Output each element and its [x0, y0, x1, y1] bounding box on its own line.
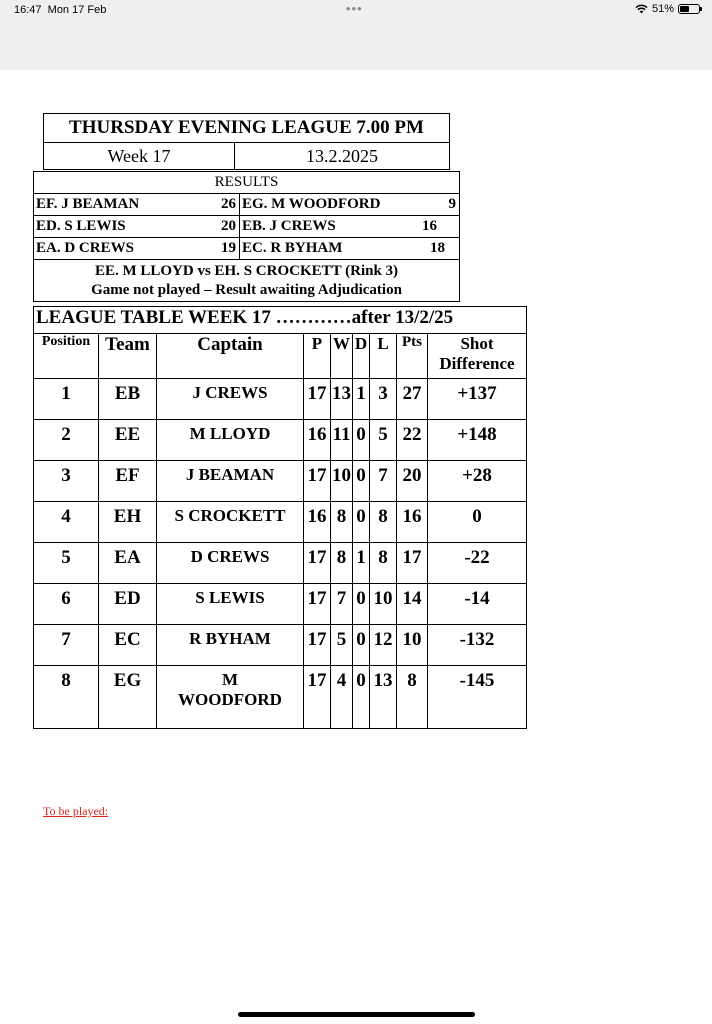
- cell-lost: 10: [370, 584, 397, 625]
- table-row: [34, 625, 527, 666]
- cell-captain: [157, 666, 304, 729]
- home-score: 26: [221, 196, 236, 212]
- header-captain: Captain: [157, 334, 304, 379]
- cell-captain: J BEAMAN: [157, 461, 304, 502]
- cell-played: 17: [304, 379, 331, 420]
- home-score: 19: [221, 240, 236, 256]
- cell-lost: 8: [370, 502, 397, 543]
- cell-lost: 12: [370, 625, 397, 666]
- cell-played: 17: [304, 666, 331, 729]
- header-played: P: [304, 334, 331, 379]
- note-line-2: Game not played – Result awaiting Adjudication: [91, 281, 402, 298]
- away-score: 9: [448, 196, 456, 212]
- cell-lost: 8: [370, 543, 397, 584]
- to-be-played-link[interactable]: To be played:: [43, 804, 109, 818]
- time-text: 16:47: [14, 4, 42, 16]
- cell-drawn: 0: [353, 461, 370, 502]
- cell-drawn: 0: [353, 502, 370, 543]
- date-text: Mon 17 Feb: [47, 4, 107, 16]
- cell-points: 20: [397, 461, 428, 502]
- league-table: [33, 306, 527, 729]
- away-team: EC. R BYHAM: [242, 240, 343, 256]
- league-title: THURSDAY EVENING LEAGUE 7.00 PM: [44, 114, 450, 143]
- cell-position: 8: [34, 666, 99, 729]
- cell-captain: M LLOYD: [157, 420, 304, 461]
- cell-drawn: 0: [353, 584, 370, 625]
- battery-percent: 51%: [651, 3, 674, 15]
- cell-played: 17: [304, 461, 331, 502]
- cell-won: 13: [331, 379, 353, 420]
- wifi-icon: [635, 4, 648, 14]
- cell-points: 16: [397, 502, 428, 543]
- header-points: Pts: [397, 334, 428, 379]
- cell-shot-difference: +148: [428, 420, 527, 461]
- header-shot-line-1: Shot: [460, 334, 494, 353]
- cell-shot-difference: +28: [428, 461, 527, 502]
- league-header-row: [34, 334, 527, 379]
- cell-played: 17: [304, 625, 331, 666]
- cell-captain: D CREWS: [157, 543, 304, 584]
- cell-lost: 13: [370, 666, 397, 729]
- cell-team: EB: [99, 379, 157, 420]
- home-score: 20: [221, 218, 236, 234]
- table-row: [34, 543, 527, 584]
- table-row: [34, 420, 527, 461]
- cell-shot-difference: +137: [428, 379, 527, 420]
- result-row: [34, 238, 460, 260]
- status-time: [14, 4, 106, 16]
- cell-points: 10: [397, 625, 428, 666]
- cell-points: 8: [397, 666, 428, 729]
- cell-lost: 5: [370, 420, 397, 461]
- away-team: EG. M WOODFORD: [242, 196, 381, 212]
- cell-team: EH: [99, 502, 157, 543]
- unplayed-game-note: [34, 260, 460, 302]
- home-team: EA. D CREWS: [36, 240, 134, 256]
- cell-position: 3: [34, 461, 99, 502]
- cell-won: 4: [331, 666, 353, 729]
- week-label: Week 17: [44, 143, 235, 170]
- match-date: 13.2.2025: [235, 143, 450, 170]
- cell-won: 11: [331, 420, 353, 461]
- captain-line-2: WOODFORD: [178, 690, 282, 709]
- cell-position: 7: [34, 625, 99, 666]
- cell-position: 1: [34, 379, 99, 420]
- header-position: Position: [34, 334, 99, 379]
- cell-lost: 7: [370, 461, 397, 502]
- table-row: [34, 502, 527, 543]
- cell-team: EA: [99, 543, 157, 584]
- status-bar: [0, 0, 712, 70]
- away-team: EB. J CREWS: [242, 218, 336, 234]
- cell-played: 16: [304, 502, 331, 543]
- header-drawn: D: [353, 334, 370, 379]
- cell-drawn: 0: [353, 625, 370, 666]
- cell-position: 4: [34, 502, 99, 543]
- cell-played: 16: [304, 420, 331, 461]
- cell-drawn: 1: [353, 379, 370, 420]
- cell-captain: J CREWS: [157, 379, 304, 420]
- cell-lost: 3: [370, 379, 397, 420]
- cell-shot-difference: -22: [428, 543, 527, 584]
- away-score: 16: [422, 218, 437, 234]
- cell-team: EE: [99, 420, 157, 461]
- cell-played: 17: [304, 584, 331, 625]
- results-heading: RESULTS: [34, 172, 460, 194]
- home-team: EF. J BEAMAN: [36, 196, 140, 212]
- result-row: [34, 216, 460, 238]
- home-team: ED. S LEWIS: [36, 218, 126, 234]
- cell-shot-difference: -145: [428, 666, 527, 729]
- cell-won: 7: [331, 584, 353, 625]
- league-title-table: [43, 113, 450, 170]
- cell-points: 14: [397, 584, 428, 625]
- multitasking-dots-icon[interactable]: •••: [346, 1, 363, 16]
- cell-captain: R BYHAM: [157, 625, 304, 666]
- cell-team: EC: [99, 625, 157, 666]
- header-shot-line-2: Difference: [439, 354, 515, 373]
- cell-points: 22: [397, 420, 428, 461]
- cell-position: 6: [34, 584, 99, 625]
- cell-played: 17: [304, 543, 331, 584]
- cell-drawn: 0: [353, 420, 370, 461]
- status-indicators: [635, 3, 700, 15]
- header-won: W: [331, 334, 353, 379]
- cell-won: 8: [331, 502, 353, 543]
- cell-team: EF: [99, 461, 157, 502]
- results-table: [33, 171, 460, 302]
- cell-shot-difference: 0: [428, 502, 527, 543]
- home-indicator[interactable]: [238, 1012, 475, 1017]
- table-row: [34, 584, 527, 625]
- cell-drawn: 0: [353, 666, 370, 729]
- result-row: [34, 194, 460, 216]
- league-table-title: LEAGUE TABLE WEEK 17 …………after 13/2/25: [34, 307, 527, 334]
- cell-captain: S CROCKETT: [157, 502, 304, 543]
- cell-shot-difference: -132: [428, 625, 527, 666]
- cell-position: 2: [34, 420, 99, 461]
- cell-won: 8: [331, 543, 353, 584]
- cell-shot-difference: -14: [428, 584, 527, 625]
- cell-captain: S LEWIS: [157, 584, 304, 625]
- table-row: [34, 461, 527, 502]
- cell-points: 17: [397, 543, 428, 584]
- battery-icon: [678, 4, 700, 14]
- cell-team: EG: [99, 666, 157, 729]
- cell-won: 10: [331, 461, 353, 502]
- header-team: Team: [99, 334, 157, 379]
- table-row: [34, 666, 527, 729]
- cell-drawn: 1: [353, 543, 370, 584]
- cell-position: 5: [34, 543, 99, 584]
- captain-line-1: M: [221, 670, 239, 689]
- cell-won: 5: [331, 625, 353, 666]
- cell-points: 27: [397, 379, 428, 420]
- note-line-1: EE. M LLOYD vs EH. S CROCKETT (Rink 3): [94, 262, 399, 279]
- header-shot-difference: [428, 334, 527, 379]
- cell-team: ED: [99, 584, 157, 625]
- header-lost: L: [370, 334, 397, 379]
- table-row: [34, 379, 527, 420]
- away-score: 18: [430, 240, 445, 256]
